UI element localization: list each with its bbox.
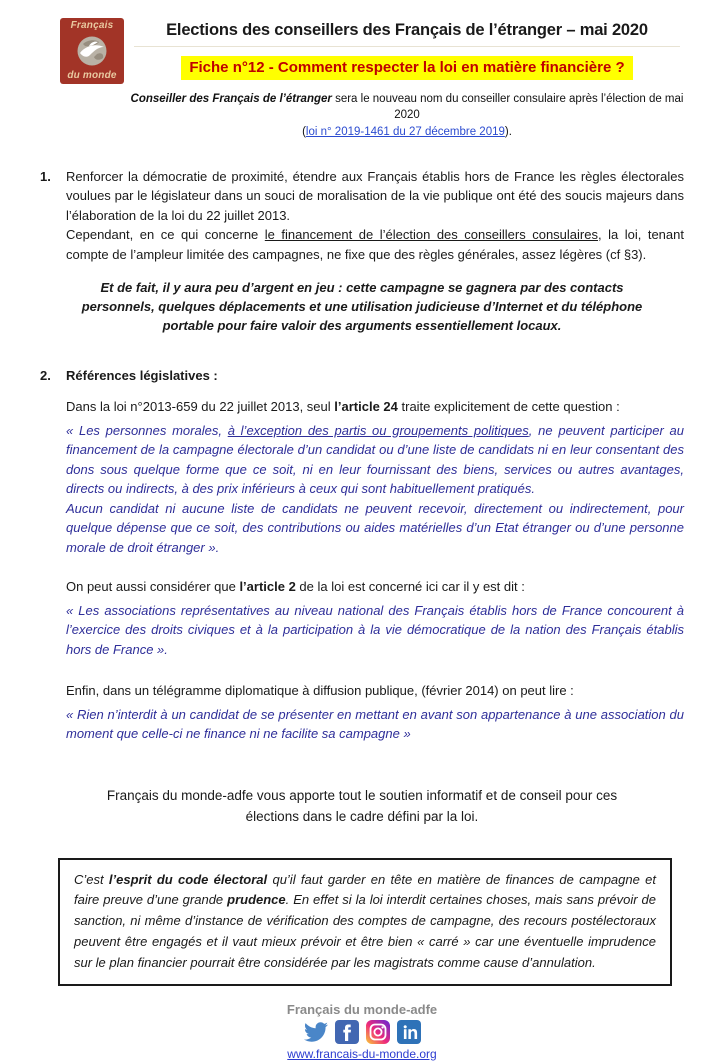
law-link[interactable]: loi n° 2019-1461 du 27 décembre 2019 [305, 125, 505, 138]
intro-note [130, 91, 684, 141]
section-1-underlined: le financement de l’élection des conseillers consulaires [264, 227, 598, 243]
section-1-text-2a: Cependant, en ce qui concerne [66, 227, 265, 243]
section-2-body [40, 397, 684, 744]
box-text-3: . En effet si la loi interdit certaines choses, mais sans prévoir de sanction, ni même d’instance de vérification des comptes de campagne, des recours postélectoraux peuvent être engagés et il vaut mieux prévoir et être bien « carré » car une éventuelle imprudence sur le plan financier pourrait être considérée par les magistrats comme cause d’annulation. [74, 892, 656, 970]
linkedin-icon[interactable] [397, 1020, 421, 1044]
main-content [0, 167, 724, 986]
note-paren-close: ). [504, 125, 512, 138]
article-24-intro-b: traite explicitement de cette question : [397, 399, 620, 415]
section-2-heading-label: Références législatives : [66, 367, 218, 383]
support-note: Français du monde-adfe vous apporte tout le soutien informatif et de conseil pour ces élections dans le cadre défini par la loi. [106, 787, 618, 824]
org-name: Français du monde-adfe [286, 1001, 438, 1017]
header [0, 0, 724, 141]
article-2-intro-b: de la loi est concerné ici car il y est dit : [295, 579, 525, 595]
logo-text-bottom: du monde [67, 70, 117, 81]
article-24-intro [66, 397, 684, 417]
box-text-2: qu’il faut garder en tête en matière de finances de campagne et faire preuve d’une grande [74, 871, 656, 908]
logo-text-top: Français [70, 20, 114, 31]
box-bold-1: l’esprit du code électoral [108, 871, 268, 887]
francais-du-monde-logo [60, 18, 124, 84]
telegram-intro: Enfin, dans un télégramme diplomatique à diffusion publique, (février 2014) on peut lire : [66, 683, 574, 699]
facebook-icon[interactable] [335, 1020, 359, 1044]
globe-dove-icon [75, 34, 109, 68]
section-1-text-1: Renforcer la démocratie de proximité, étendre aux Français établis hors de France les règles électorales voulues par le législateur dans un souci de moralisation de la vie publique ont été des soucis majeurs dans l’élaboration de la loi du 22 juillet 2013. [66, 168, 684, 223]
section-2-heading [40, 366, 684, 386]
twitter-icon[interactable] [304, 1020, 328, 1044]
legal-quote-article-24 [66, 421, 684, 558]
note-lead: Conseiller des Français de l’étranger [130, 92, 332, 105]
section-1-text-2b: , la loi, tenant compte de l’ampleur limitée des campagnes, ne fixe que des règles générales, assez légères (cf §3). [66, 227, 684, 262]
article-24-intro-a: Dans la loi n°2013-659 du 22 juillet 2013, seul [66, 399, 335, 415]
box-text-1: C’est [74, 871, 109, 887]
article-2-intro-a: On peut aussi considérer que [66, 579, 240, 595]
box-bold-2: prudence [227, 892, 286, 908]
fiche-subtitle: Fiche n°12 - Comment respecter la loi en matière financière ? [181, 56, 632, 80]
telegram-quote: « Rien n’interdit à un candidat de se présenter en mettant en avant son appartenance à une association du moment que celle-ci ne finance ni ne facilite sa campagne » [66, 706, 684, 742]
legal-warning-box [58, 858, 672, 986]
page-title: Elections des conseillers des Français de l’étranger – mai 2020 [134, 20, 680, 47]
legal-quote-article-2: « Les associations représentatives au niveau national des Français établis hors de France concourent à l’exercice des droits civiques et à la participation à la vie démocratique de la nation des Français établis hors de France ». [66, 602, 684, 657]
note-text: sera le nouveau nom du conseiller consulaire après l’élection de mai 2020 [331, 92, 684, 122]
instagram-icon[interactable] [366, 1020, 390, 1044]
article-2-bold: l’article 2 [239, 579, 296, 595]
quote1-open: « Les personnes morales, [66, 422, 228, 438]
section-1-paragraph [40, 167, 684, 265]
quote1-rest: , ne peuvent participer au financement de la campagne électorale d’un candidat ou d’une liste de candidats ni en leur consentant des dons sous quelque forme que ce soit, ni en leur fournissant des biens, services ou autres avantages, directs ou indirects, à des prix inférieurs à ceux qui sont habituellement pratiqués. [66, 422, 684, 497]
footer [0, 1002, 724, 1061]
website-link[interactable]: www.francais-du-monde.org [287, 1046, 437, 1061]
section-1-number: 1. [40, 168, 51, 184]
quote1-paragraph-2: Aucun candidat ni aucune liste de candidats ne peuvent recevoir, directement ou indirectement, pour quelque dépense que ce soit, des contributions ou aides matérielles d’un Etat étranger ou d’une personne morale de droit étranger ». [66, 500, 684, 555]
note-paren-open: ( [302, 125, 306, 138]
quote1-underlined: à l’exception des partis ou groupements politiques [227, 422, 529, 438]
header-text [124, 18, 684, 141]
social-icons-row [0, 1020, 724, 1044]
section-2-number: 2. [40, 367, 51, 383]
callout-paragraph: Et de fait, il y aura peu d’argent en jeu : cette campagne se gagnera par des contacts personnels, quelques déplacements et une utilisation judicieuse d’Internet et du téléphone portable pour faire valoir des arguments essentiellement locaux. [81, 280, 643, 333]
article-24-bold: l’article 24 [334, 399, 398, 415]
article-2-intro [66, 577, 684, 597]
